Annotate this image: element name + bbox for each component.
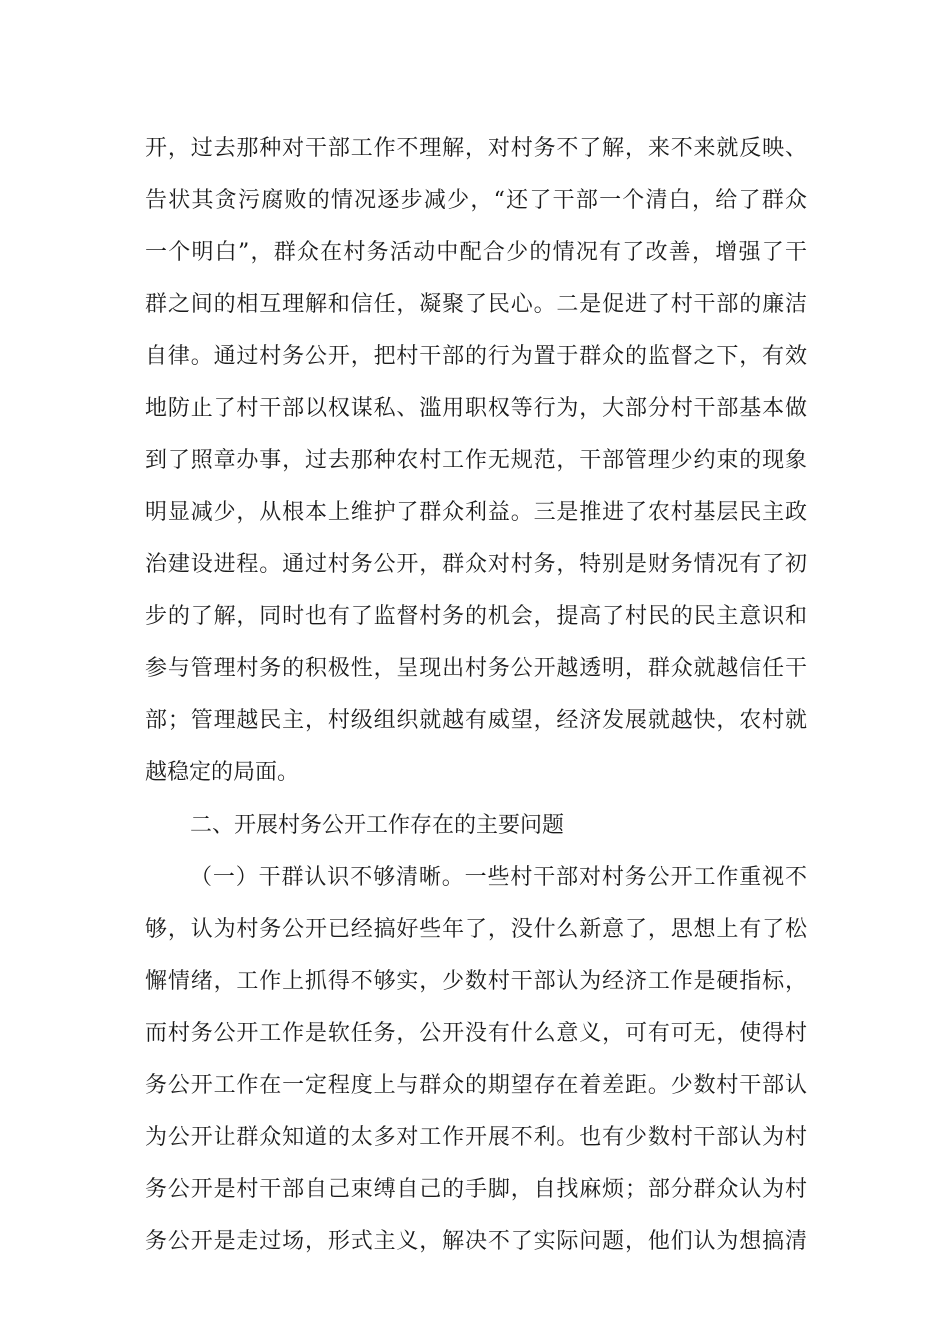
paragraph-line: 告状其贪污腐败的情况逐步减少，“还了干部一个清白，给了群众	[145, 188, 807, 213]
paragraph-line: 一个明白”，群众在村务活动中配合少的情况有了改善，增强了干	[145, 240, 807, 265]
paragraph-line: 群之间的相互理解和信任，凝聚了民心。二是促进了村干部的廉洁	[145, 292, 807, 317]
paragraph-line: 地防止了村干部以权谋私、滥用职权等行为，大部分村干部基本做	[145, 396, 807, 421]
paragraph-line: （一）干群认识不够清晰。一些村干部对村务公开工作重视不	[190, 865, 807, 890]
paragraph-line: 自律。通过村务公开，把村干部的行为置于群众的监督之下，有效	[145, 344, 807, 369]
paragraph-line: 参与管理村务的积极性，呈现出村务公开越透明，群众就越信任干	[145, 656, 807, 681]
paragraph-line: 开，过去那种对干部工作不理解，对村务不了解，来不来就反映、	[145, 136, 807, 161]
paragraph-line: 懈情绪，工作上抓得不够实，少数村干部认为经济工作是硬指标，	[145, 969, 807, 994]
paragraph-line: 部；管理越民主，村级组织就越有威望，经济发展就越快，农村就	[145, 708, 807, 733]
paragraph-line: 务公开工作在一定程度上与群众的期望存在着差距。少数村干部认	[145, 1073, 807, 1098]
paragraph-line: 步的了解，同时也有了监督村务的机会，提高了村民的民主意识和	[145, 604, 807, 629]
paragraph-line: 越稳定的局面。	[145, 760, 300, 785]
section-heading: 二、开展村务公开工作存在的主要问题	[190, 813, 565, 838]
paragraph-line: 务公开是走过场，形式主义，解决不了实际问题，他们认为想搞清	[145, 1229, 807, 1254]
paragraph-line: 为公开让群众知道的太多对工作开展不利。也有少数村干部认为村	[145, 1125, 807, 1150]
paragraph-line: 治建设进程。通过村务公开，群众对村务，特别是财务情况有了初	[145, 552, 807, 577]
paragraph-line: 明显减少，从根本上维护了群众利益。三是推进了农村基层民主政	[145, 500, 807, 525]
paragraph-line: 务公开是村干部自己束缚自己的手脚，自找麻烦；部分群众认为村	[145, 1177, 807, 1202]
paragraph-line: 而村务公开工作是软任务，公开没有什么意义，可有可无，使得村	[145, 1021, 807, 1046]
paragraph-line: 够，认为村务公开已经搞好些年了，没什么新意了，思想上有了松	[145, 917, 807, 942]
paragraph-line: 到了照章办事，过去那种农村工作无规范，干部管理少约束的现象	[145, 448, 807, 473]
